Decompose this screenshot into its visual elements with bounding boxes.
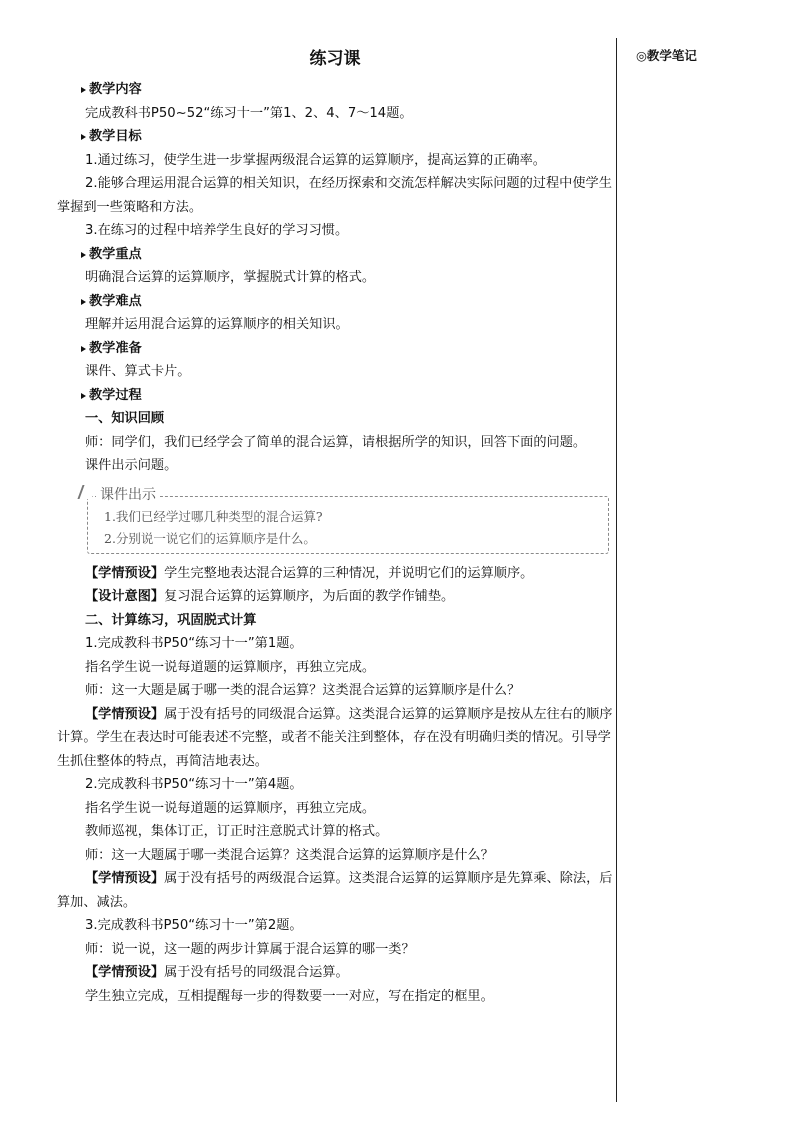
practice-item-1-paragraph-2: 师：这一大题是属于哪一类的混合运算？这类混合运算的运算顺序是什么？ xyxy=(85,683,521,698)
section-heading-key-points: 教学重点 xyxy=(57,243,613,267)
preparation-text: 课件、算式卡片。 xyxy=(85,364,191,379)
section-heading-goals: 教学目标 xyxy=(57,125,613,149)
subheading-review: 一、知识回顾 xyxy=(85,411,165,426)
goal-item-1: 1.通过练习，使学生进一步掌握两级混合运算的运算顺序，提高运算的正确率。 xyxy=(85,152,546,168)
triangle-bullet-icon xyxy=(81,87,86,93)
lesson-plan xyxy=(57,44,613,1008)
prediction-text: 属于没有括号的同级混合运算。 xyxy=(164,965,349,980)
key-points-text: 明确混合运算的运算顺序，掌握脱式计算的格式。 xyxy=(85,270,376,285)
practice-item-3-paragraph-2: 学生独立完成，互相提醒每一步的得数要一一对应，写在指定的框里。 xyxy=(85,988,494,1004)
prediction-tag: 【学情预设】 xyxy=(85,565,165,581)
margin-divider xyxy=(616,38,617,1102)
prediction-text: 学生完整地表达混合运算的三种情况，并说明它们的运算顺序。 xyxy=(164,565,534,581)
review-paragraph-2: 课件出示问题。 xyxy=(85,458,178,473)
design-intent-tag: 【设计意图】 xyxy=(85,589,165,604)
section-heading-process: 教学过程 xyxy=(57,384,613,408)
practice-item-3-paragraph-1: 师：说一说，这一题的两步计算属于混合运算的哪一类？ xyxy=(85,941,415,957)
review-prediction xyxy=(57,562,613,586)
goal-item-2: 2.能够合理运用混合运算的相关知识，在经历探索和交流怎样解决实际问题的过程中使学生掌握到一些策略和方法。 xyxy=(57,176,612,215)
prediction-tag: 【学情预设】 xyxy=(85,965,165,980)
section-heading-difficulties: 教学难点 xyxy=(57,290,613,314)
practice-item-1-prediction xyxy=(57,703,613,774)
teaching-notes-label: ◎教学笔记 xyxy=(636,48,697,63)
section-heading-content: 教学内容 xyxy=(57,78,613,102)
prediction-text: 属于没有括号的两级混合运算。这类混合运算的运算顺序是先算乘、除法，后算加、减法。 xyxy=(57,871,613,910)
section-heading-preparation: 教学准备 xyxy=(57,337,613,361)
triangle-bullet-icon xyxy=(81,299,86,305)
practice-item-2-paragraph-1: 指名学生说一说每道题的运算顺序，再独立完成。 xyxy=(85,800,376,816)
triangle-bullet-icon xyxy=(81,252,86,258)
design-intent-text: 复习混合运算的运算顺序，为后面的教学作铺垫。 xyxy=(164,589,455,604)
triangle-bullet-icon xyxy=(81,393,86,399)
goal-item-3: 3.在练习的过程中培养学生良好的学习习惯。 xyxy=(85,223,349,238)
courseware-tab-icon xyxy=(77,485,96,499)
page-title: 练习课 xyxy=(309,49,361,69)
review-paragraph-1: 师：同学们，我们已经学会了简单的混合运算，请根据所学的知识，回答下面的问题。 xyxy=(85,434,587,450)
prediction-text: 属于没有括号的同级混合运算。这类混合运算的运算顺序是按从左往右的顺序计算。学生在表达时可能表述不完整，或者不能关注到整体，存在没有明确归类的情况。引导学生抓住整体的特点，再简洁地表达。 xyxy=(57,706,613,769)
subheading-practice: 二、计算练习，巩固脱式计算 xyxy=(85,612,257,628)
prediction-tag: 【学情预设】 xyxy=(85,706,165,722)
triangle-bullet-icon xyxy=(81,346,86,352)
practice-item-2-prediction xyxy=(57,867,613,914)
courseware-question-1: 1.我们已经学过哪几种类型的混合运算? xyxy=(104,508,323,524)
triangle-bullet-icon xyxy=(81,134,86,140)
practice-item-3-title: 3.完成教科书P50“练习十一”第2题。 xyxy=(85,918,303,933)
practice-item-1-title: 1.完成教科书P50“练习十一”第1题。 xyxy=(85,636,303,651)
practice-item-2-paragraph-2: 教师巡视，集体订正，订正时注意脱式计算的格式。 xyxy=(85,824,389,839)
courseware-box-label: 课件出示 xyxy=(96,485,160,505)
difficulties-text: 理解并运用混合运算的运算顺序的相关知识。 xyxy=(85,317,349,332)
practice-item-2-paragraph-3: 师：这一大题属于哪一类混合运算？这类混合运算的运算顺序是什么？ xyxy=(85,847,494,863)
prediction-tag: 【学情预设】 xyxy=(85,871,165,886)
courseware-question-2: 2.分别说一说它们的运算顺序是什么。 xyxy=(104,530,316,546)
practice-item-1-paragraph-1: 指名学生说一说每道题的运算顺序，再独立完成。 xyxy=(85,659,376,675)
content-text: 完成教科书P50~52“练习十一”第1、2、4、7～14题。 xyxy=(85,105,413,121)
practice-item-3-prediction xyxy=(57,961,613,985)
courseware-box xyxy=(87,486,609,554)
practice-item-2-title: 2.完成教科书P50“练习十一”第4题。 xyxy=(85,777,303,792)
review-design-intent xyxy=(57,585,613,609)
